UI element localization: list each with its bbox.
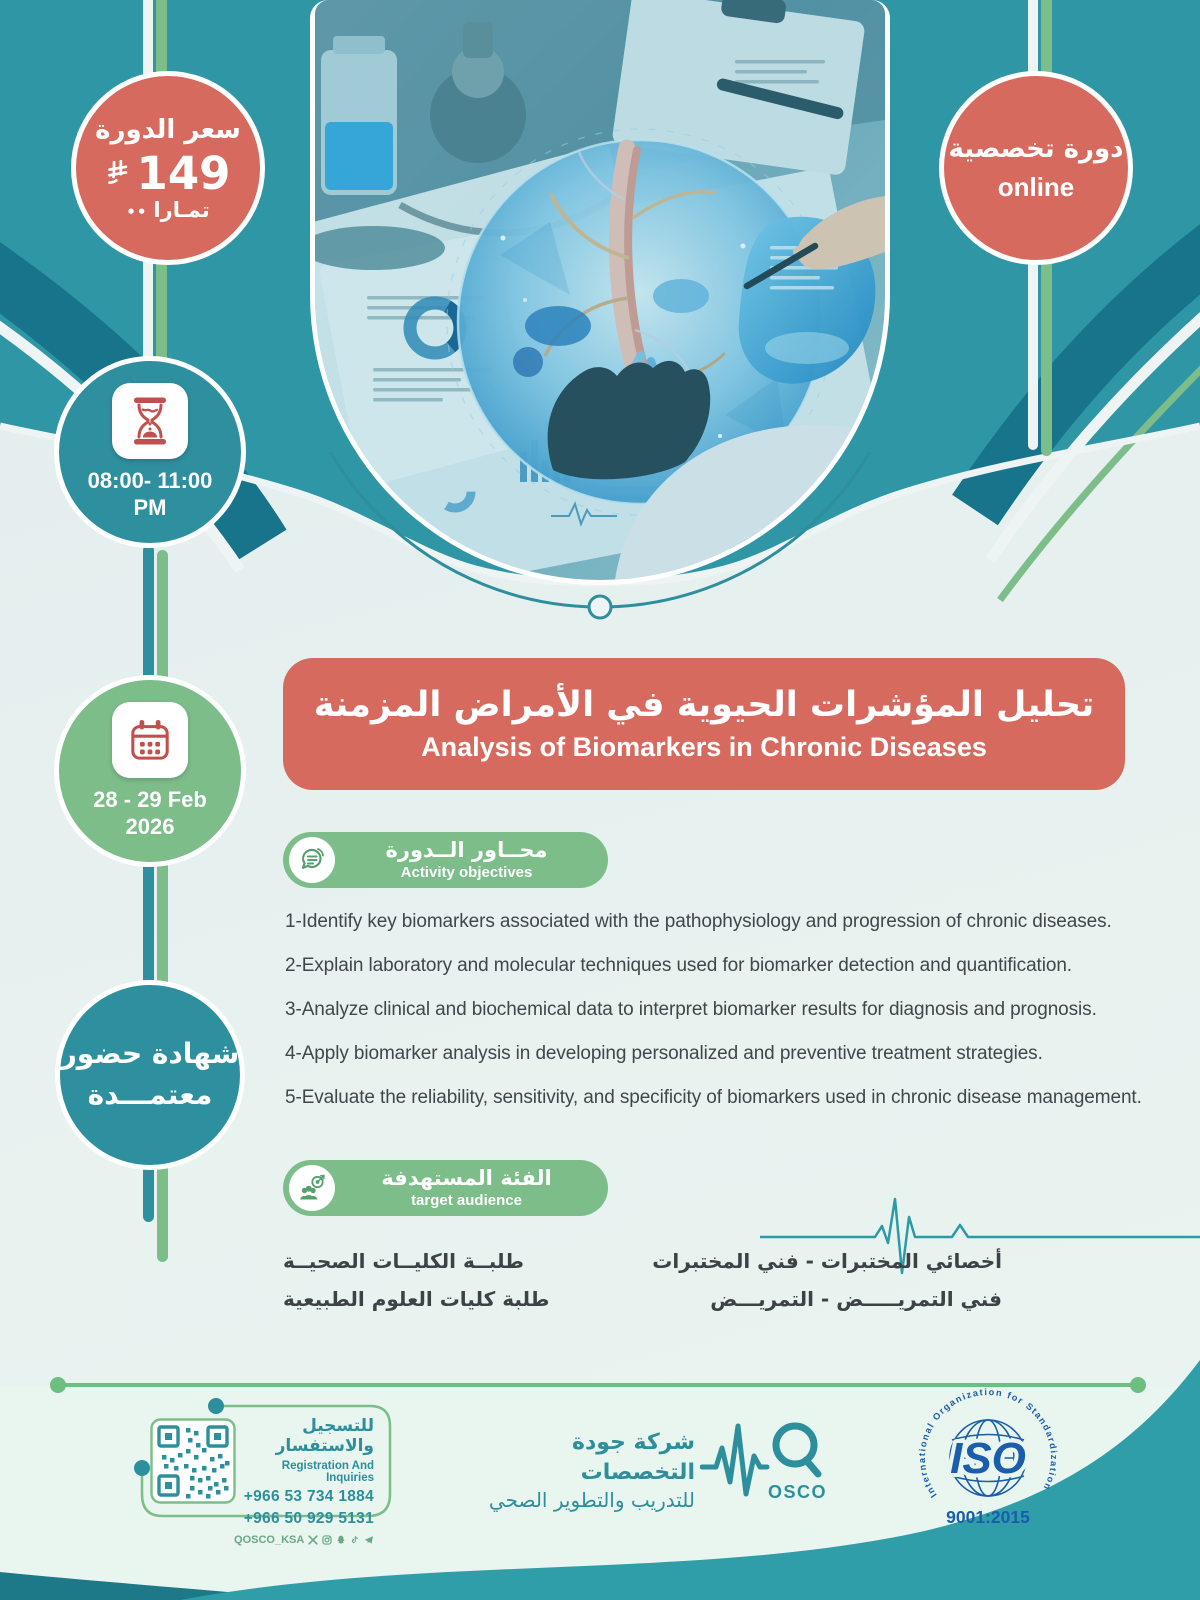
frame-dot-top <box>208 1398 224 1414</box>
tamara-dots: •• <box>126 202 148 221</box>
price-title: سعر الدورة <box>95 115 241 146</box>
phone-number-2: +966 50 929 5131 <box>243 1509 374 1527</box>
objective-item: 2-Explain laboratory and molecular techniques used for biomarker detection and quantification. <box>285 955 1072 976</box>
audience-item: فني التمريـــــض - التمريـــض <box>710 1287 1002 1311</box>
iso-ring-text: International Organization for Standardization <box>916 1386 1060 1500</box>
time-badge <box>54 356 246 548</box>
iso-label: ISO <box>950 1434 1026 1483</box>
lab-scene-illustration <box>315 0 885 580</box>
x-icon <box>308 1534 318 1546</box>
audience-item: طلبة كليات العلوم الطبيعية <box>283 1287 550 1311</box>
frame-dot-left <box>134 1460 150 1476</box>
objectives-heading-en: Activity objectives <box>400 864 533 882</box>
audience-item: طلبــة الكليــات الصحيــة <box>283 1249 524 1273</box>
certificate-line1: شهادة حضور <box>60 1037 240 1071</box>
hero-image-arch <box>310 0 890 585</box>
audience-item: أخصائي المختبرات - فني المختبرات <box>652 1249 1002 1273</box>
separator-dot-right <box>1130 1377 1146 1393</box>
target-audience-icon <box>298 1174 326 1202</box>
separator-dot-left <box>50 1377 66 1393</box>
registration-title-ar: للتسجيل والاستفسار <box>275 1416 374 1457</box>
audience-list <box>283 1250 1002 1326</box>
tamara-label: تمـارا <box>153 197 210 222</box>
audience-heading-ar: الفئة المستهدفة <box>381 1165 552 1190</box>
iso-cert-number: 9001:2015 <box>946 1507 1030 1527</box>
course-title-banner <box>283 658 1125 790</box>
social-handle: QOSCO_KSA <box>234 1533 305 1546</box>
certificate-badge <box>55 980 245 1170</box>
company-name-line1: شركة جودة التخصصات <box>571 1430 695 1485</box>
company-name <box>452 1428 695 1513</box>
online-badge <box>939 71 1133 265</box>
audience-heading-pill <box>283 1160 608 1216</box>
registration-title-en: Registration And Inquiries <box>281 1459 374 1484</box>
qosco-logo <box>700 1412 830 1504</box>
certificate-line2: معتمـــدة <box>87 1078 213 1111</box>
snapchat-icon <box>336 1534 346 1546</box>
phone-number-1: +966 53 734 1884 <box>243 1487 374 1505</box>
registration-info <box>234 1416 374 1546</box>
online-label: online <box>997 171 1075 202</box>
objectives-heading-pill <box>283 832 608 888</box>
price-badge <box>71 71 265 265</box>
objectives-heading-ar: محــاور الــدورة <box>385 837 548 862</box>
objective-item: 4-Apply biomarker analysis in developing personalized and preventive treatment strategies. <box>285 1043 1043 1064</box>
audience-heading-en: target audience <box>411 1192 522 1210</box>
date-badge <box>54 675 246 867</box>
hourglass-icon <box>130 396 170 446</box>
date-year: 2026 <box>125 813 175 839</box>
time-range: 08:00- 11:00 <box>87 468 213 494</box>
time-meridiem: PM <box>133 494 167 520</box>
chat-icon <box>298 846 326 874</box>
price-amount: 149 <box>136 146 231 200</box>
objective-item: 1-Identify key biomarkers associated with the pathophysiology and progression of chronic diseases. <box>285 911 1112 932</box>
tiktok-icon <box>350 1534 360 1546</box>
iso-logo <box>888 1385 1088 1530</box>
qr-code <box>150 1418 236 1504</box>
saudi-riyal-icon <box>106 160 130 186</box>
telegram-icon <box>364 1534 374 1546</box>
date-range: 28 - 29 Feb <box>93 787 207 813</box>
course-title-en: Analysis of Biomarkers in Chronic Diseases <box>421 732 987 762</box>
instagram-icon <box>322 1534 332 1546</box>
arch-ring-node <box>589 596 611 618</box>
course-type-label: دورة تخصصية <box>948 134 1124 165</box>
company-name-line2: للتدريب والتطوير الصحي <box>488 1488 695 1513</box>
objectives-list <box>285 912 1165 1132</box>
objective-item: 3-Analyze clinical and biochemical data to interpret biomarker results for diagnosis and prognosis. <box>285 999 1097 1020</box>
qosco-logo-text: OSCO <box>768 1482 828 1502</box>
course-title-ar: تحليل المؤشرات الحيوية في الأمراض المزمنة <box>313 685 1095 725</box>
objective-item: 5-Evaluate the reliability, sensitivity, and specificity of biomarkers used in chronic disease management. <box>285 1087 1142 1108</box>
calendar-icon <box>129 718 171 762</box>
